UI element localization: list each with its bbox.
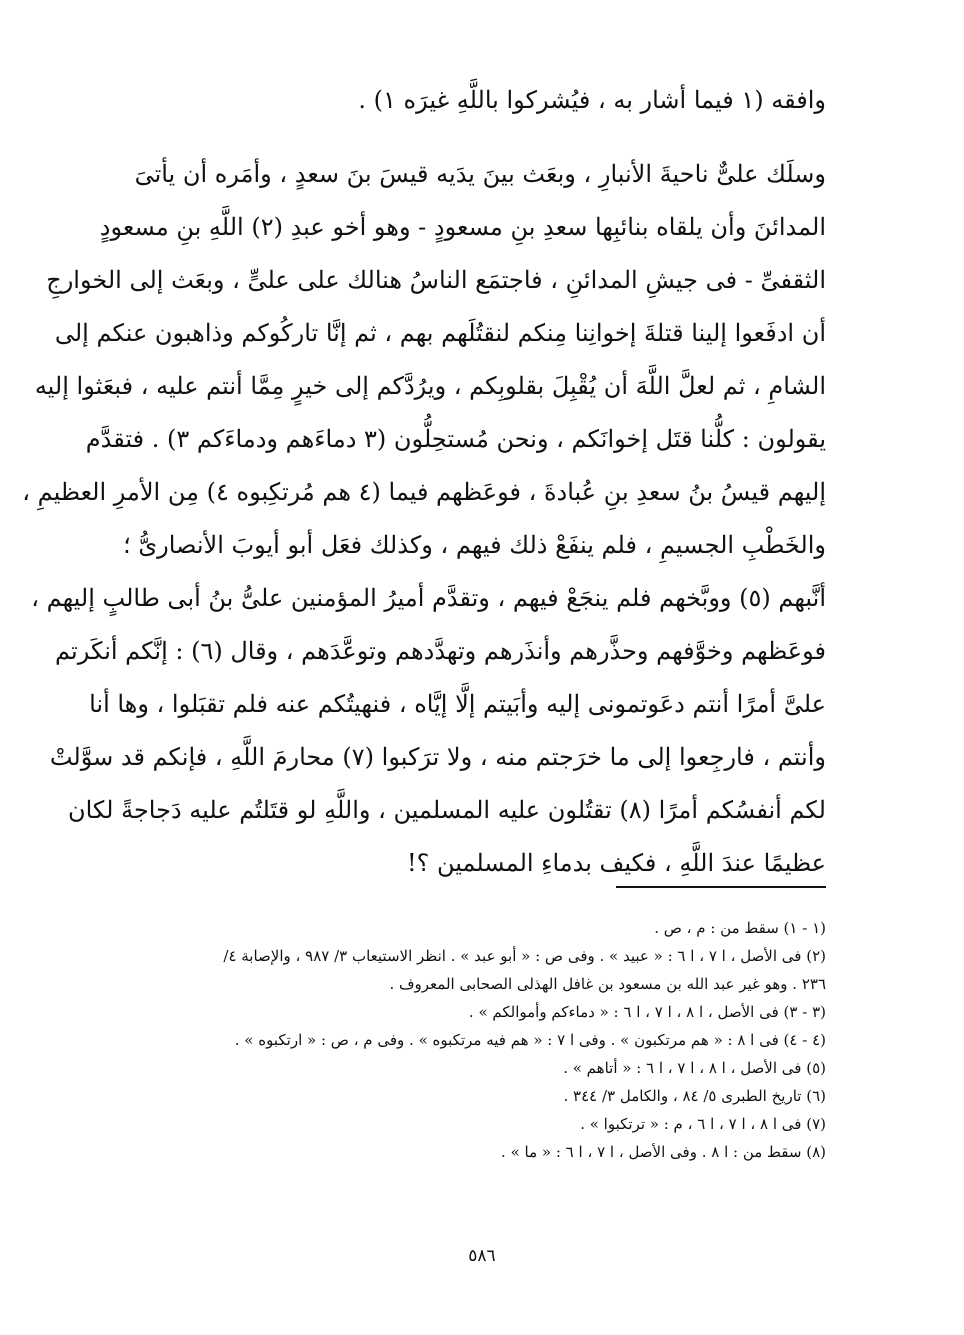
opening-line-block [136, 74, 826, 127]
paragraph-line: فوعَظهم وخوَّفهم وحذَّرهم وأنذَرهم وتهدَّدهم وتوعَّدَهم ، وقال (٦) : إنَّكم أنكَرتم [55, 637, 826, 665]
footnote: (٢) فى الأصل ، ا ٧ ، ا ٦ : « عبيد » . وفى ص : « أبو عبد » . انظر الاستيعاب ٣/ ٩٨٧ ، والإصابة ٤/ [223, 947, 826, 965]
page-number: ٥٨٦ [468, 1246, 496, 1266]
footnote-continuation: ٢٣٦ . وهو غير عبد الله بن مسعود بن غافل الهذلى الصحابى المعروف . [389, 975, 826, 993]
paragraph-line: لكم أنفسُكم أمرًا (٨) تقتُلون عليه المسلمين ، واللَّهِ لو قتَلتُم عليه دَجاجةً لكان [67, 796, 826, 824]
paragraph-line: وأنتم ، فارجِعوا إلى ما خرَجتم منه ، ولا ترَكبوا (٧) محارمَ اللَّهِ ، فإنكم قد سوَّلتْ [49, 743, 826, 771]
paragraph-line: إليهم قيسُ بنُ سعدِ بنِ عُبادةَ ، فوعَظهم فيما (٤ هم مُرتكِبوه ٤) مِن الأمرِ العظيمِ ، [22, 478, 826, 506]
opening-line: وافقه (١ فيما أشار به ، فيُشركوا باللَّهِ غيرَه ١) . [358, 86, 826, 114]
paragraph-line: وسلَك علىٌّ ناحيةَ الأنبارِ ، وبعَث بينَ يدَيه قيسَ بنَ سعدٍ ، وأمَره أن يأتىَ [134, 160, 826, 188]
paragraph-line: يقولون : كلُّنا قتَل إخوانَكم ، ونحن مُستحِلُّون (٣ دماءَهم ودماءَكم ٣) . فتقدَّم [85, 425, 826, 453]
footnote: (٥) فى الأصل ، ا ٨ ، ا ٧ ، ا ٦ : « أتاهم » . [563, 1059, 826, 1077]
paragraph-line: المدائنَ وأن يلقاه بنائبِها سعدِ بنِ مسعودٍ - وهو أخو عبدِ (٢) اللَّهِ بنِ مسعودٍ [99, 213, 826, 241]
footnote: (٣ - ٣) فى الأصل ، ا ٨ ، ا ٧ ، ا ٦ : « دماءكم وأموالكم » . [468, 1003, 826, 1021]
main-paragraph [22, 148, 826, 890]
footnote: (٦) تاريخ الطبرى ٥/ ٨٤ ، والكامل ٣/ ٣٤٤ . [563, 1087, 826, 1105]
paragraph-line: والخَطْبِ الجسيمِ ، فلم ينفَعْ ذلك فيهم ، وكذلك فعَل أبو أيوبَ الأنصارىُّ ؛ [123, 531, 826, 559]
paragraph-line: الشامِ ، ثم لعلَّ اللَّهَ أن يُقْبِلَ بقلوبِكم ، ويرُدَّكم إلى خيرٍ مِمَّا أنتم عليه ، فبعَثوا إليه [34, 372, 826, 400]
footnote: (٤ - ٤) فى ا ٨ : « هم مرتكبون » . وفى ا ٧ : « هم فيه مرتكبوه » . وفى م ، ص : « ارتكبوه » . [234, 1031, 826, 1049]
paragraph-line: علىَّ أمرًا أنتم دعَوتمونى إليه وأبَيتم إلَّا إيَّاه ، فنهيتُكم عنه فلم تقبَلوا ، وها أنا [89, 690, 826, 718]
footnote: (٧) فى ا ٨ ، ا ٧ ، ا ٦ ، م : « ترتكبوا » . [580, 1115, 826, 1133]
footnote-separator [616, 886, 826, 888]
paragraph-line: أنَّبهم (٥) ووبَّخهم فلم ينجَعْ فيهم ، وتقدَّم أميرُ المؤمنين علىُّ بنُ أبى طالبٍ إليهم ، [31, 584, 826, 612]
paragraph-line: الثقفىِّ - فى جيشِ المدائنِ ، فاجتمَع الناسُ هنالك على علىٍّ ، وبعَث إلى الخوارجِ [46, 266, 826, 294]
footnotes [136, 914, 826, 1166]
footnote: (٨) سقط من : ا ٨ . وفى الأصل ، ا ٧ ، ا ٦ : « ما » . [501, 1143, 826, 1161]
paragraph-line: عظيمًا عندَ اللَّهِ ، فكيف بدماءِ المسلمين ؟! [406, 849, 826, 877]
paragraph-line: أن ادفَعوا إلينا قتلةَ إخوانِنا مِنكم لنقتُلَهم بهم ، ثم إنَّا تاركُوكم وذاهبون عنكم إلى [54, 319, 826, 347]
footnote: (١ - ١) سقط من : م ، ص . [654, 919, 826, 937]
